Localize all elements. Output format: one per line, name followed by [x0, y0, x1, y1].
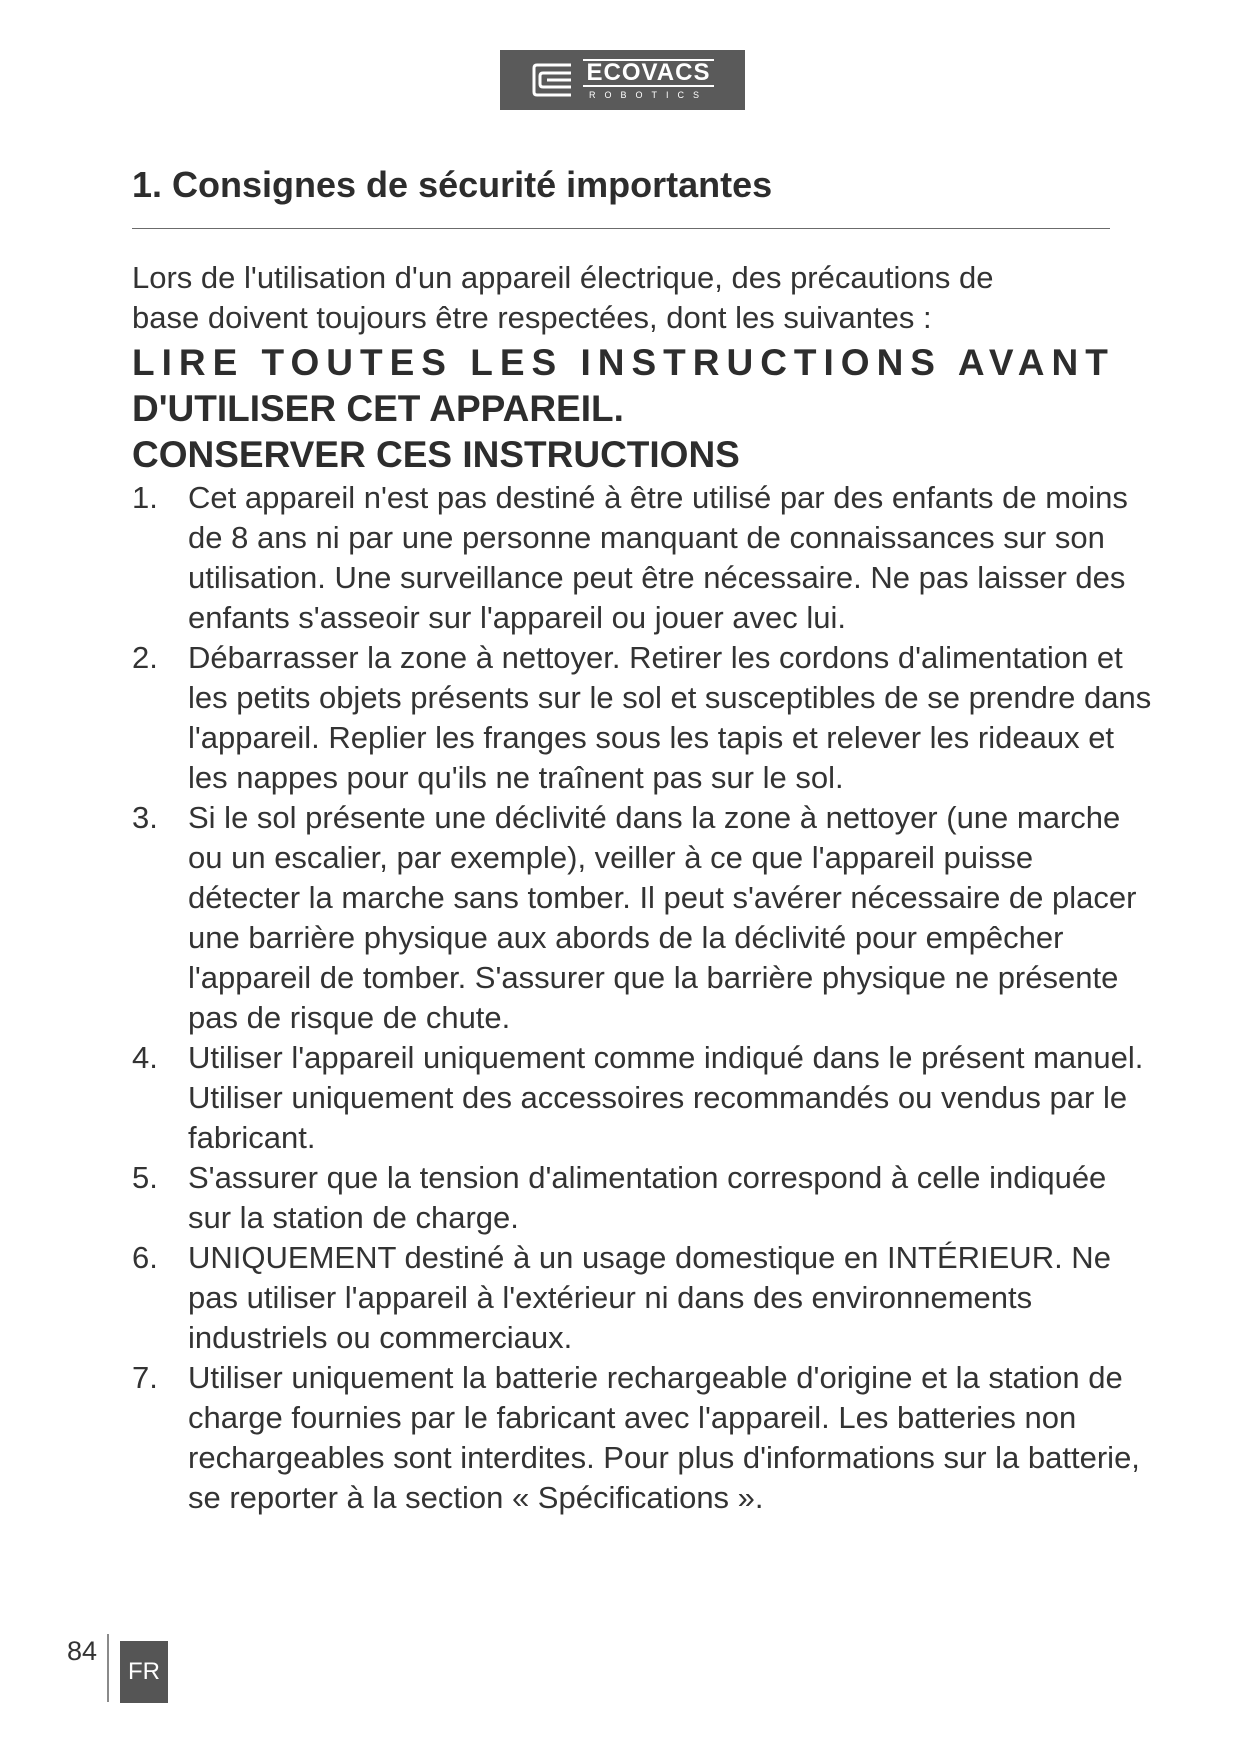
list-item: [132, 638, 1152, 798]
item-text: S'assurer que la tension d'alimentation correspond à celle indiquée sur la station de charge.: [188, 1160, 1107, 1235]
list-item: [132, 1158, 1152, 1238]
page-number: 84: [67, 1636, 98, 1666]
brand-subtitle: ROBOTICS: [588, 90, 708, 100]
list-item: [132, 478, 1152, 638]
item-text: Cet appareil n'est pas destiné à être utilisé par des enfants de moins de 8 ans ni par une personne manquant de connaissances sur son utilisation. Une surveillance peut être nécessaire. Ne pas laisser des enfants s'asseoir sur l'appareil ou jouer avec lui.: [188, 480, 1128, 635]
intro-line-2: base doivent toujours être respectées, dont les suivantes :: [132, 300, 932, 335]
footer-divider: [107, 1634, 109, 1702]
brand-logo: [500, 50, 745, 110]
item-text: UNIQUEMENT destiné à un usage domestique en INTÉRIEUR. Ne pas utiliser l'appareil à l'extérieur ni dans des environnements industriels ou commerciaux.: [188, 1240, 1111, 1355]
item-number: 4.: [132, 1040, 158, 1075]
section-title: 1. Consignes de sécurité importantes: [132, 164, 773, 205]
list-item: [132, 1358, 1152, 1518]
language-tab: FR: [120, 1641, 168, 1703]
list-item: [132, 1038, 1152, 1158]
warning-before-use: D'UTILISER CET APPAREIL.: [132, 388, 624, 429]
item-number: 7.: [132, 1360, 158, 1395]
ecovacs-logo-icon: [531, 62, 573, 98]
intro-text: [132, 258, 1112, 338]
brand-name: ECOVACS: [583, 59, 715, 87]
item-number: 5.: [132, 1160, 158, 1195]
item-number: 2.: [132, 640, 158, 675]
item-number: 1.: [132, 480, 158, 515]
warning-read-instructions: LIRE TOUTES LES INSTRUCTIONS AVANT: [132, 342, 1115, 383]
list-item: [132, 1238, 1152, 1358]
intro-line-1: Lors de l'utilisation d'un appareil électrique, des précautions de: [132, 260, 994, 295]
safety-instructions-list: [132, 478, 1152, 1518]
list-item: [132, 798, 1152, 1038]
item-text: Si le sol présente une déclivité dans la zone à nettoyer (une marche ou un escalier, par exemple), veiller à ce que l'appareil puisse détecter la marche sans tomber. Il peut s'avérer nécessaire de placer une barrière physique aux abords de la déclivité pour empêcher l'appareil de tomber. S'assurer que la barrière physique ne présente pas de risque de chute.: [188, 800, 1137, 1035]
item-text: Utiliser uniquement la batterie rechargeable d'origine et la station de charge fournies par le fabricant avec l'appareil. Les batteries non rechargeables sont interdites. Pour plus d'informations sur la batterie, se reporter à la section « Spécifications ».: [188, 1360, 1140, 1515]
item-number: 3.: [132, 800, 158, 835]
title-divider: [132, 228, 1110, 229]
item-text: Utiliser l'appareil uniquement comme indiqué dans le présent manuel. Utiliser uniquement des accessoires recommandés ou vendus par le fabricant.: [188, 1040, 1144, 1155]
warning-keep-instructions: CONSERVER CES INSTRUCTIONS: [132, 434, 740, 475]
item-text: Débarrasser la zone à nettoyer. Retirer les cordons d'alimentation et les petits objets présents sur le sol et susceptibles de se prendre dans l'appareil. Replier les franges sous les tapis et relever les rideaux et les nappes pour qu'ils ne traînent pas sur le sol.: [188, 640, 1152, 795]
item-number: 6.: [132, 1240, 158, 1275]
